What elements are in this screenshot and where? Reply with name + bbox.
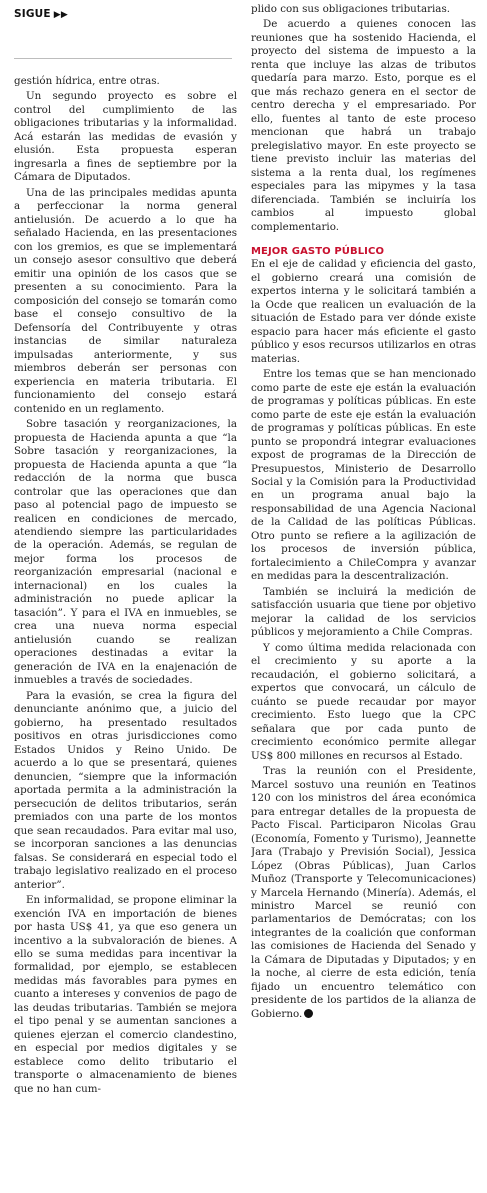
article-paragraph: Un segundo proyecto es sobre el control del cumplimiento de las obligaciones tributarias y la informalidad. Acá estarán las medidas de evasión y elusión. Esta propuesta esperan ingresarla a fines de septiembre por la Cámara de Diputados. [14, 90, 237, 184]
right-column [251, 3, 476, 1021]
article-paragraph: En informalidad, se propone eliminar la exención IVA en importación de bienes por hasta US$ 41, ya que eso genera un incentivo a la subvaloración de bienes. A ello se suma medidas para incentivar la formalidad, por ejemplo, se establecen medidas más favorables para pymes en cuanto a intereses y convenios de pago de las deudas tributarias. También se mejora el tipo penal y se aumentan sanciones a quienes ejerzan el comercio clandestino, en especial por medios digitales y se establece como delito tributario el transporte o almacenamiento de bienes que no han cum- [14, 894, 237, 1095]
article-paragraph-text: Tras la reunión con el Presidente, Marcel sostuvo una reunión en Teatinos 120 con los ministros del área económica para entregar detalles de la propuesta de Pacto Fiscal. Participaron Nicolas Grau (Economía, Fomento y Turismo), Jeannette Jara (Trabajo y Previsión Social), Jessica López (Obras Públicas), Juan Carlos Muñoz (Transporte y Telecomunicaciones) y Marcela Hernando (Minería). Además, el ministro Marcel se reunió con parlamentarios de Demócratas; con los integrantes de la coalición que conforman las comisiones de Hacienda del Senado y la Cámara de Diputadas y Diputados; y en la noche, al cierre de esta edición, tenía fijado un encuentro telemático con presidente de los partidos de la alianza de Gobierno. [251, 765, 476, 1020]
header-divider [14, 58, 232, 59]
article-paragraph: En el eje de calidad y eficiencia del gasto, el gobierno creará una comisión de expertos interna y le solicitará también a la Ocde que realicen un evaluación de la situación de Estado para ver dónde existe espacio para hacer más eficiente el gasto público y esos recursos utilizarlos en otras materias. [251, 258, 476, 365]
continue-label: SIGUE [14, 8, 51, 20]
article-paragraph: Y como última medida relacionada con el crecimiento y su aporte a la recaudación, el gobierno solicitará, a expertos que convocará, un cálculo de cuánto se puede recaudar por mayor crecimiento. Esto luego que la CPC señalara que por cada punto de crecimiento económico permite allegar US$ 800 millones en recursos al Estado. [251, 641, 476, 762]
article-paragraph: plido con sus obligaciones tributarias. [251, 3, 450, 15]
end-of-article-icon: P [304, 1009, 313, 1018]
article-paragraph: Entre los temas que se han mencionado como parte de este eje están la evaluación de programas y políticas públicas. En este como parte de este eje están la evaluación de programas y políticas públicas. En este punto se propondrá integrar evaluaciones expost de programas de la Dirección de Presupuestos, Ministerio de Desarrollo Social y la Comisión para la Productividad en un programa anual bajo la responsabilidad de una Agencia Nacional de la Calidad de las políticas Públicas. Otro punto se refiere a la agilización de los procesos de inversión pública, fortalecimiento a ChileCompra y avanzar en medidas para la descentralización. [251, 368, 476, 583]
article-paragraph: De acuerdo a quienes conocen las reuniones que ha sostenido Hacienda, el proyecto del sistema de impuesto a la renta que incluye las alzas de tributos quedaría para marzo. Esto, porque es el que más rechazo genera en el sector de centro derecha y el empresariado. Por ello, fuentes al tanto de este proceso mencionan que habrá un trabajo prelegislativo mayor. En este proyecto se tiene previsto incluir las materias del sistema a la renta dual, los regímenes especiales para las mipymes y la tasa diferenciada. También se incluiría los cambios al impuesto global complementario. [251, 18, 476, 233]
left-column [14, 75, 237, 1096]
article-paragraph: También se incluirá la medición de satisfacción usuaria que tiene por objetivo mejorar la calidad de los servicios públicos y mejoramiento a Chile Compras. [251, 585, 476, 639]
continue-header [14, 8, 68, 20]
article-paragraph: Para la evasión, se crea la figura del denunciante anónimo que, a juicio del gobierno, ha presentado resultados positivos en otras jurisdicciones como Estados Unidos y Reino Unido. De acuerdo a lo que se presentará, quienes denuncien, “siempre que la información aportada permita a la administración la persecución de delitos tributarios, serán premiados con una parte de los montos que sean recaudados. Para evitar mal uso, se incorporan sanciones a las denuncias falsas. Se considerará en especial todo el trabajo legislativo realizado en el proceso anterior”. [14, 689, 237, 891]
article-paragraph: Sobre tasación y reorganizaciones, la propuesta de Hacienda apunta a que “la Sobre tasación y reorganizaciones, la propuesta de Hacienda apunta a que “la redacción de la norma que busca controlar que las operaciones que dan paso al potencial pago de impuesto se realicen en condiciones de mercado, atendiendo siempre las particularidades de la operación. Además, se regulan de mejor forma los procesos de reorganización empresarial (nacional e internacional) en los cuales la administración no puede aplicar la tasación”. Y para el IVA en inmuebles, se crea una nueva norma especial antielusión cuando se realizan operaciones destinadas a evitar la generación de IVA en la enajenación de inmuebles a través de sociedades. [14, 418, 237, 687]
section-subheading: MEJOR GASTO PÚBLICO [251, 246, 385, 258]
article-paragraph-last [251, 765, 476, 1021]
article-paragraph: Una de las principales medidas apunta a perfeccionar la norma general antielusión. De acuerdo a lo que ha señalado Hacienda, en las presentaciones con los gremios, es que se implementará un consejo asesor consultivo que deberá emitir una opinión de los casos que se presenten a su conocimiento. Para la composición del consejo se tomarán como base el consejo consultivo de la Defensoría del Contribuyente y otras instancias de similar naturaleza impulsadas anteriormente, y sus miembros deberán ser personas con experiencia en materia tributaria. El funcionamiento del consejo estará contenido en un reglamento. [14, 186, 237, 415]
article-paragraph: gestión hídrica, entre otras. [14, 75, 160, 87]
forward-arrow-icon: ▶▶ [53, 10, 69, 20]
